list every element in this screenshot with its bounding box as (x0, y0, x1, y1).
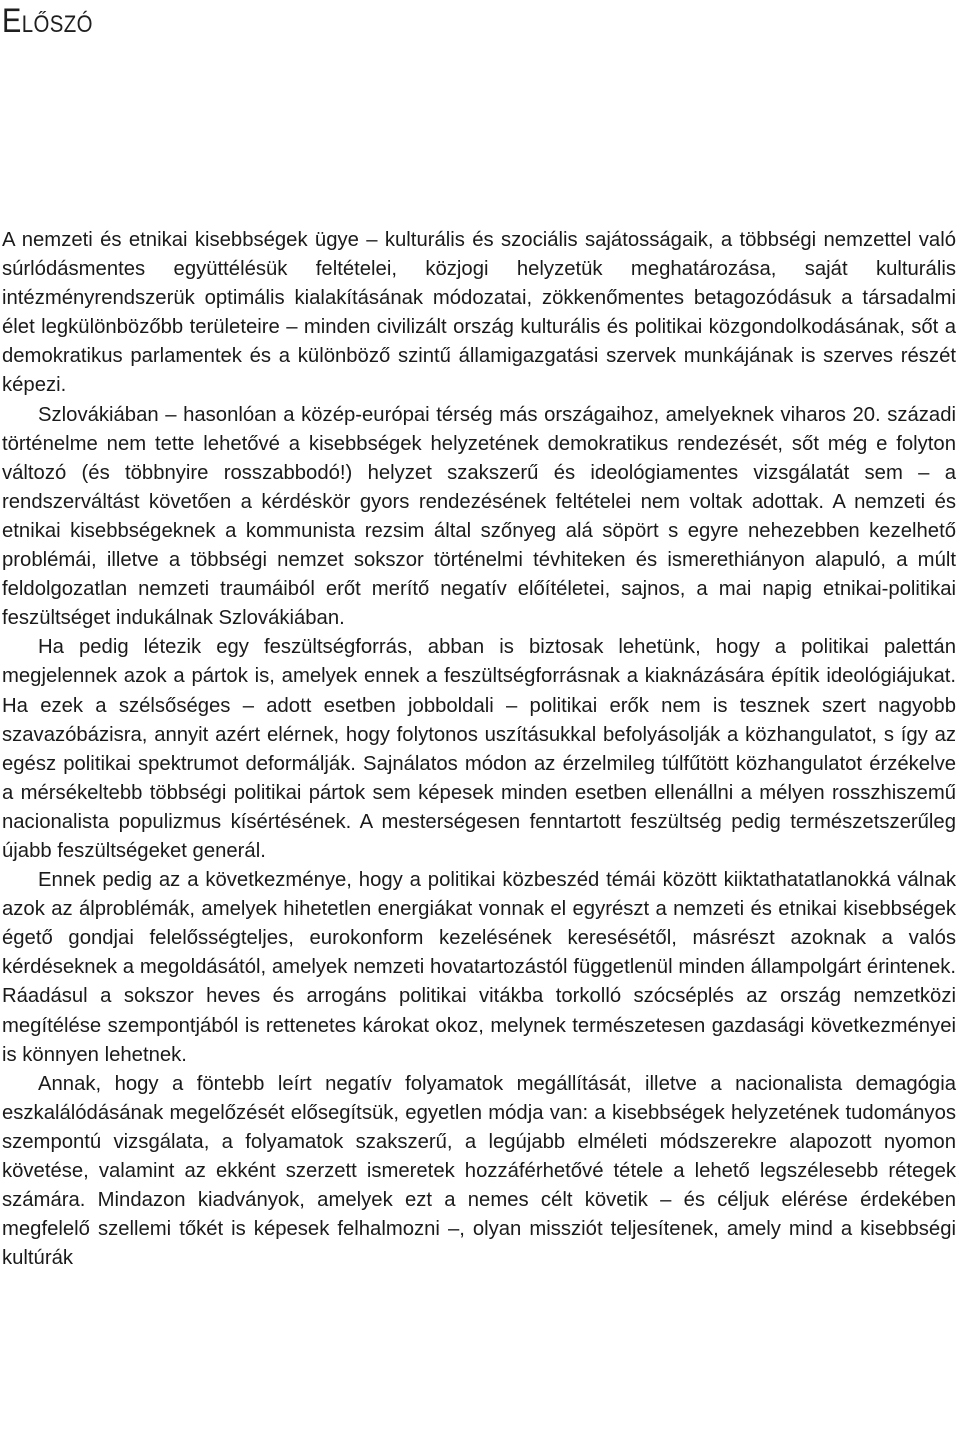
paragraph-3: Ha pedig létezik egy feszültségforrás, abban is biztosak lehetünk, hogy a politikai palettán megjelennek azok a pártok is, amelyek ennek a feszültségforrásnak a kiaknázására építik ideológiájukat. Ha ezek a szélsőséges – adott esetben jobboldali – politikai erők nem is tesznek szert nagyobb szavazóbázisra, annyit azért elérnek, hogy folytonos uszításukkal befolyásolják a közhangulatot, s így az egész politikai spektrumot deformálják. Sajnálatos módon az érzelmileg túlfűtött közhangulatot érzékelve a mérsékeltebb többségi politikai pártok sem képesek minden esetben ellenállni a mélyen rosszhiszemű nacionalista populizmus kísértésének. A mesterségesen fenntartott feszültség pedig természetszerűleg újabb feszültségeket generál. (2, 636, 956, 862)
paragraph-2: Szlovákiában – hasonlóan a közép-európai térség más országaihoz, amelyeknek viharos 20. századi történelme nem tette lehetővé a kisebbségek helyzetének demokratikus rendezését, sőt még e folyton változó (és többnyire rosszabbodó!) helyzet szakszerű és ideológiamentes vizsgálatát sem – a rendszerváltást követően a kérdéskör gyors rendezésének feltételei nem voltak adottak. A nemzeti és etnikai kisebbségeknek a kommunista rezsim által szőnyeg alá söpört s egyre nehezebben kezelhető problémái, illetve a többségi nemzet sokszor történelmi tévhiteken és ismerethiányon alapuló, a múlt feldolgozatlan nemzeti traumáiból erőt merítő negatív előítéletei, sajnos, a mai napig etnikai-politikai feszültséget indukálnak Szlovákiában. (2, 403, 956, 630)
page-title: Előszó (2, 2, 93, 40)
paragraph-4: Ennek pedig az a következménye, hogy a politikai közbeszéd témái között kiiktathatatlanokká válnak azok az álproblémák, amelyek hihetetlen energiákat vonnak el egyrészt a nemzeti és etnikai kisebbségek égető gondjai felelősségteljes, eurokonform kezelésének keresésétől, másrészt azoknak a valós kérdéseknek a megoldásától, amelyek nemzeti hovatartozástól függetlenül minden állampolgárt érintenek. Ráadásul a sokszor heves és arrogáns politikai vitákba torkolló szócséplés az ország nemzetközi megítélése szempontjából is rettenetes károkat okoz, melynek természetesen gazdasági következményei is könnyen lehetnek. (2, 869, 956, 1066)
body-text (2, 226, 956, 1273)
paragraph-1: A nemzeti és etnikai kisebbségek ügye – kulturális és szociális sajátosságaik, a többségi nemzettel való súrlódásmentes együttélésük feltételei, közjogi helyzetük meghatározása, saját kulturális intézményrendszerük optimális kialakításának módozatai, zökkenőmentes betagozódásuk a társadalmi élet legkülönbözőbb területeire – minden civilizált ország kulturális és politikai közgondolkodásának, sőt a demokratikus parlamentek és a különböző szintű államigazgatási szervek munkájának is szerves részét képezi. (2, 229, 956, 397)
paragraph-5: Annak, hogy a föntebb leírt negatív folyamatok megállítását, illetve a nacionalista demagógia eszkalálódásának megelőzését elősegítsük, egyetlen módja van: a kisebbségek helyzetének tudományos szempontú vizsgálata, a folyamatok szakszerű, a legújabb elméleti módszerekre alapozott nyomon követése, valamint az ekként szerzett ismeretek hozzáférhetővé tétele a lehető legszélesebb rétegek számára. Mindazon kiadványok, amelyek ezt a nemes célt követik – és céljuk elérése érdekében megfelelő szellemi tőkét is képesek felhalmozni –, olyan missziót teljesítenek, amely mind a kisebbségi kultúrák (2, 1072, 956, 1270)
